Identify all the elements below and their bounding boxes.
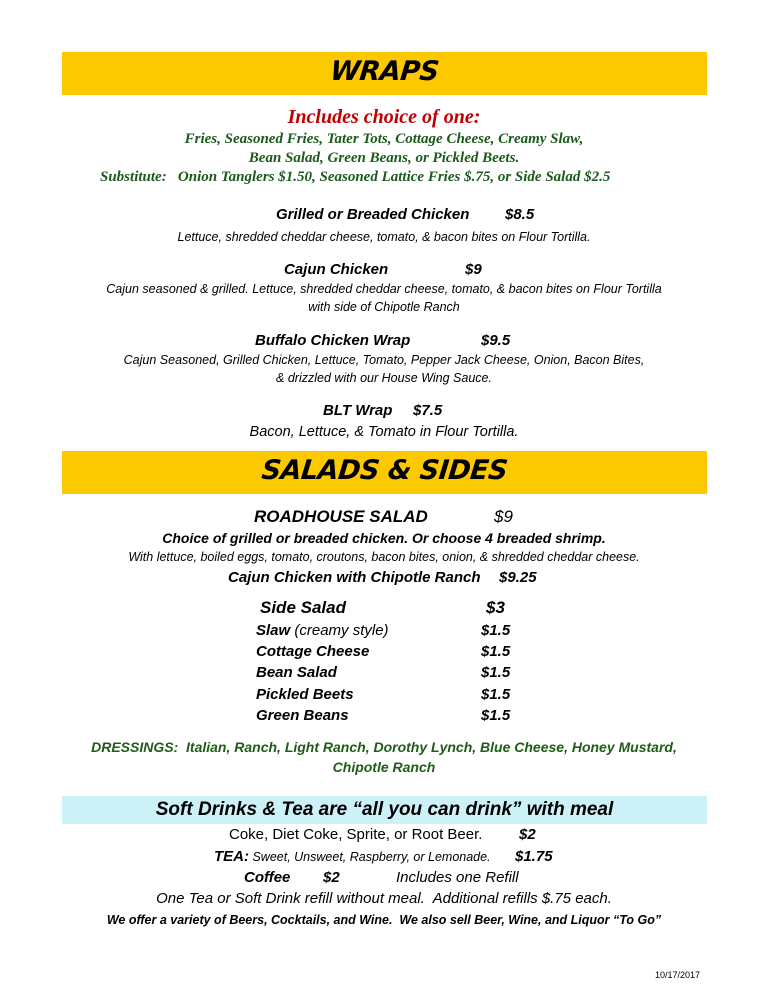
side-item-name: Cottage Cheese bbox=[256, 643, 370, 660]
wrap-item-price: $9 bbox=[465, 261, 482, 278]
wrap-item-price: $9.5 bbox=[481, 332, 511, 349]
roadhouse-line-1: Choice of grilled or breaded chicken. Or choose 4 breaded shrimp. bbox=[162, 530, 606, 546]
side-item-name: Pickled Beets bbox=[256, 686, 354, 703]
wrap-item-price: $8.5 bbox=[505, 206, 535, 223]
side-item-price: $1.5 bbox=[481, 622, 511, 639]
cajun-salad-price: $9.25 bbox=[499, 569, 537, 586]
drinks-title: Soft Drinks & Tea are “all you can drink” with meal bbox=[155, 799, 614, 820]
tea-options: Sweet, Unsweet, Raspberry, or Lemonade. bbox=[249, 850, 491, 864]
substitute-line: Substitute: Onion Tanglers $1.50, Seasoned Lattice Fries $.75, or Side Salad $2.5 bbox=[100, 169, 611, 185]
wrap-item-desc: Cajun Seasoned, Grilled Chicken, Lettuce, Tomato, Pepper Jack Cheese, Onion, Bacon Bites, bbox=[123, 353, 645, 367]
cajun-salad-name: Cajun Chicken with Chipotle Ranch bbox=[228, 569, 481, 586]
side-salad-price: $3 bbox=[486, 598, 505, 617]
wrap-item-desc: Lettuce, shredded cheddar cheese, tomato, & bacon bites on Flour Tortilla. bbox=[177, 230, 591, 244]
wrap-item-desc: Cajun seasoned & grilled. Lettuce, shredded cheddar cheese, tomato, & bacon bites on Flour Tortilla bbox=[106, 282, 662, 296]
soda-line: Coke, Diet Coke, Sprite, or Root Beer. bbox=[229, 826, 483, 843]
side-item-name: Green Beans bbox=[256, 707, 349, 724]
includes-heading: Includes choice of one: bbox=[287, 106, 481, 128]
side-item-name: Bean Salad bbox=[256, 664, 337, 681]
coffee-note: Includes one Refill bbox=[396, 869, 519, 886]
side-item-price: $1.5 bbox=[481, 643, 511, 660]
wrap-item-price: $7.5 bbox=[413, 402, 443, 419]
tea-label: TEA: bbox=[214, 848, 249, 865]
wrap-item-name: Buffalo Chicken Wrap bbox=[255, 332, 411, 349]
beer-line: We offer a variety of Beers, Cocktails, and Wine. We also sell Beer, Wine, and Liquor “To Go” bbox=[106, 913, 662, 927]
wraps-title: WRAPS bbox=[328, 56, 441, 87]
wrap-item-desc-2: & drizzled with our House Wing Sauce. bbox=[276, 371, 492, 385]
roadhouse-line-2: With lettuce, boiled eggs, tomato, croutons, bacon bites, onion, & shredded cheddar cheese. bbox=[128, 550, 640, 564]
includes-line-2: Bean Salad, Green Beans, or Pickled Beets. bbox=[248, 150, 520, 166]
salads-banner bbox=[62, 451, 707, 494]
coffee-price: $2 bbox=[323, 869, 340, 886]
wraps-banner bbox=[62, 52, 707, 95]
side-item-price: $1.5 bbox=[481, 664, 511, 681]
footer-date: 10/17/2017 bbox=[655, 970, 701, 980]
wrap-item-name: BLT Wrap bbox=[323, 402, 393, 419]
roadhouse-salad-name: ROADHOUSE SALAD bbox=[254, 507, 428, 526]
side-salad-name: Side Salad bbox=[260, 598, 346, 617]
side-item-price: $1.5 bbox=[481, 707, 511, 724]
refill-line: One Tea or Soft Drink refill without meal. Additional refills $.75 each. bbox=[156, 890, 612, 907]
side-item-name: Slaw bbox=[256, 622, 291, 639]
side-item bbox=[256, 622, 389, 639]
includes-line-1: Fries, Seasoned Fries, Tater Tots, Cottage Cheese, Creamy Slaw, bbox=[184, 131, 584, 147]
roadhouse-salad-price: $9 bbox=[494, 507, 513, 526]
tea-price: $1.75 bbox=[515, 848, 553, 865]
wrap-item-desc-2: with side of Chipotle Ranch bbox=[308, 300, 460, 314]
wrap-item-desc: Bacon, Lettuce, & Tomato in Flour Tortilla. bbox=[249, 424, 519, 440]
wrap-item-name: Grilled or Breaded Chicken bbox=[276, 206, 470, 223]
soda-price: $2 bbox=[519, 826, 536, 843]
tea-line bbox=[214, 848, 491, 866]
wrap-item-name: Cajun Chicken bbox=[284, 261, 389, 278]
coffee-label: Coffee bbox=[244, 869, 291, 886]
dressings-line-1: DRESSINGS: Italian, Ranch, Light Ranch, Dorothy Lynch, Blue Cheese, Honey Mustard, bbox=[91, 739, 677, 755]
side-item-note: (creamy style) bbox=[290, 622, 389, 639]
drinks-banner bbox=[62, 796, 707, 824]
side-item-price: $1.5 bbox=[481, 686, 511, 703]
dressings-line-2: Chipotle Ranch bbox=[332, 759, 436, 775]
salads-title: SALADS & SIDES bbox=[260, 455, 509, 486]
